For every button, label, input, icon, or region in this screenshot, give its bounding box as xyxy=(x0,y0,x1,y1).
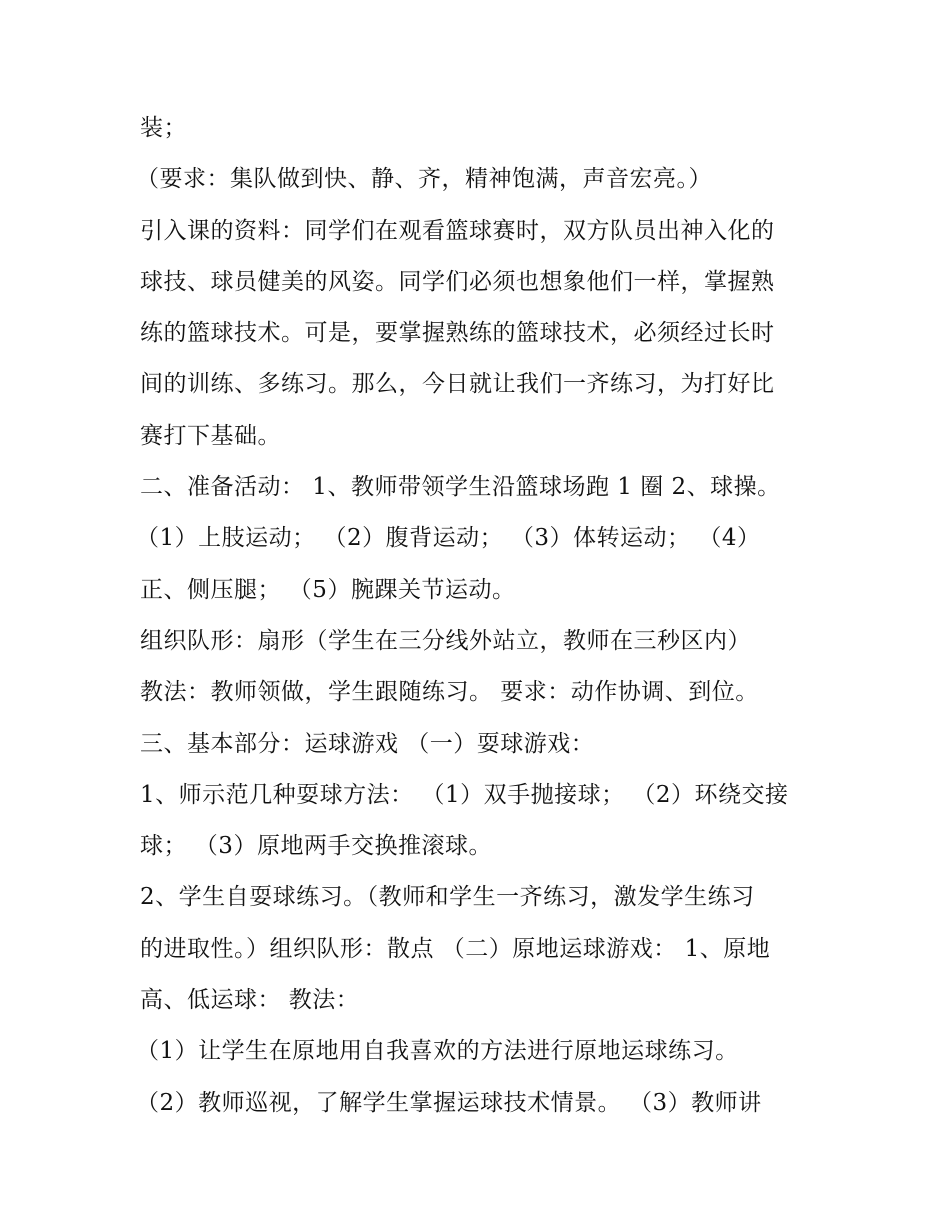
text-line: 间的训练、多练习。那么，今日就让我们一齐练习，为打好比 xyxy=(140,371,775,398)
text-line: 正、侧压腿； （5）腕踝关节运动。 xyxy=(140,576,516,603)
text-line: 高、低运球： 教法： xyxy=(140,987,360,1014)
text-line: （1）上肢运动； （2）腹背运动； （3）体转运动； （4） xyxy=(136,525,761,552)
text-line: 赛打下基础。 xyxy=(140,422,281,449)
text-line: 1、师示范几种耍球方法： （1）双手抛接球； （2）环绕交接 xyxy=(140,781,789,808)
text-line: 2、学生自耍球练习。（教师和学生一齐练习，激发学生练习 xyxy=(140,884,755,911)
text-line: 引入课的资料：同学们在观看篮球赛时，双方队员出神入化的 xyxy=(140,217,775,244)
text-line: （要求：集队做到快、静、齐，精神饱满，声音宏亮。） xyxy=(136,166,712,193)
text-line: 球； （3）原地两手交换推滚球。 xyxy=(140,833,492,860)
text-line: 的进取性。）组织队形：散点 （二）原地运球游戏： 1、原地 xyxy=(140,935,771,962)
text-line: 球技、球员健美的风姿。同学们必须也想象他们一样，掌握熟 xyxy=(140,268,775,295)
text-line: （2）教师巡视，了解学生掌握运球技术情景。 （3）教师讲 xyxy=(136,1089,762,1116)
document-body xyxy=(136,103,820,1129)
text-line: 教法：教师领做，学生跟随练习。 要求：动作协调、到位。 xyxy=(140,679,759,706)
text-line: 练的篮球技术。可是，要掌握熟练的篮球技术，必须经过长时 xyxy=(140,320,775,347)
text-line: 组织队形：扇形（学生在三分线外站立，教师在三秒区内） xyxy=(140,627,751,654)
text-line: （1）让学生在原地用自我喜欢的方法进行原地运球练习。 xyxy=(136,1038,739,1065)
text-line: 装； xyxy=(140,115,187,141)
text-line: 二、准备活动： 1、教师带领学生沿篮球场跑 1 圈 2、球操。 xyxy=(140,474,781,501)
text-line: 三、基本部分：运球游戏 （一）耍球游戏： xyxy=(140,730,595,757)
